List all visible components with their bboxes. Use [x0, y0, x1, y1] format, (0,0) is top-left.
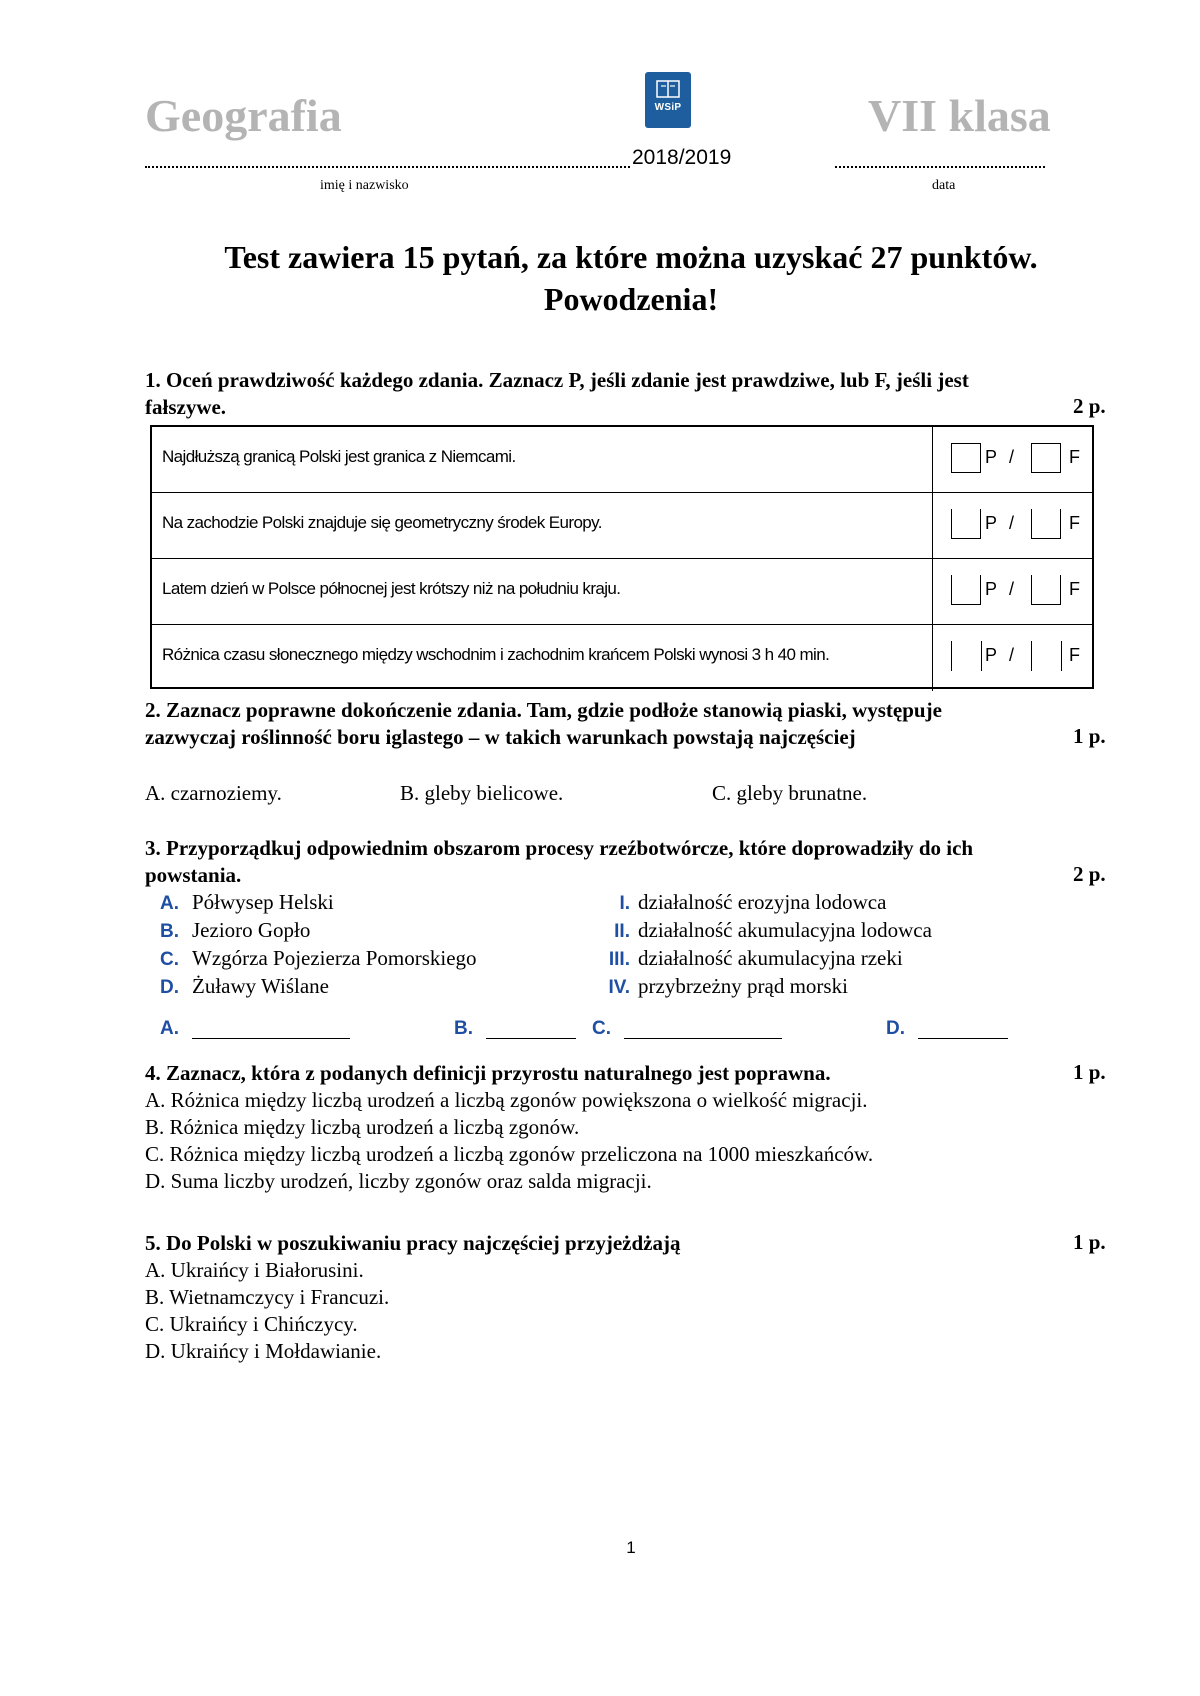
area-text: Jezioro Gopło	[192, 918, 311, 942]
page-number: 1	[626, 1538, 636, 1557]
q3-answer-row	[160, 1018, 1060, 1044]
p-label: P	[985, 579, 998, 599]
area-letter: C.	[160, 949, 179, 970]
p-label: P	[985, 645, 998, 665]
grade-title: VII klasa	[868, 90, 1051, 141]
list-item	[160, 945, 590, 973]
wsip-logo	[645, 72, 691, 128]
statement-text: Na zachodzie Polski znajduje się geometryczny środek Europy.	[162, 513, 602, 532]
q4-option-b[interactable]: B. Różnica między liczbą urodzeń a liczbą zgonów.	[145, 1115, 580, 1139]
p-label: P	[985, 513, 998, 533]
list-item	[590, 889, 1090, 917]
date-field[interactable]	[835, 148, 1045, 168]
process-text: działalność akumulacyjna lodowca	[638, 918, 932, 942]
answer-label-b: B.	[454, 1018, 473, 1039]
checkbox-edge	[1061, 641, 1063, 671]
q4-option-a[interactable]: A. Różnica między liczbą urodzeń a liczbą zgonów powiększona o wielkość migracji.	[145, 1088, 868, 1112]
slash: /	[1009, 447, 1015, 467]
q5-options	[145, 1257, 1105, 1365]
q2-option-b[interactable]: B. gleby bielicowe.	[400, 781, 564, 805]
answer-label-d: D.	[886, 1018, 905, 1039]
q4-points: 1 p.	[1073, 1060, 1106, 1084]
true-checkbox[interactable]	[951, 443, 981, 473]
logo-text: WSiP	[654, 102, 682, 113]
true-checkbox[interactable]	[951, 509, 981, 539]
q2-option-a[interactable]: A. czarnoziemy.	[145, 781, 282, 805]
q3-prompt	[145, 835, 1105, 889]
f-label: F	[1069, 645, 1080, 665]
areas-list	[160, 889, 590, 1001]
statement-text: Różnica czasu słonecznego między wschodnim i zachodnim krańcem Polski wynosi 3 h 40 min.	[162, 645, 830, 664]
slash: /	[1009, 645, 1015, 665]
q5-option-d[interactable]: D. Ukraińcy i Mołdawianie.	[145, 1339, 382, 1363]
p-label: P	[985, 447, 998, 467]
q5-points: 1 p.	[1073, 1230, 1106, 1254]
answer-blank-d[interactable]	[918, 1020, 1008, 1039]
q2-prompt	[145, 697, 1105, 751]
f-label: F	[1069, 447, 1080, 467]
area-text: Wzgórza Pojezierza Pomorskiego	[192, 946, 477, 970]
statement-text: Najdłuższą granicą Polski jest granica z Niemcami.	[162, 447, 516, 466]
area-letter: A.	[160, 893, 179, 914]
table-row	[152, 559, 1092, 625]
list-item	[160, 889, 590, 917]
area-letter: D.	[160, 977, 179, 998]
list-item	[160, 973, 590, 1001]
slash: /	[1009, 579, 1015, 599]
q1-prompt-line1: 1. Oceń prawdziwość każdego zdania. Zaznacz P, jeśli zdanie jest prawdziwe, lub F, jeśli jest	[145, 368, 969, 392]
answer-blank-a[interactable]	[192, 1020, 350, 1039]
list-item	[590, 917, 1090, 945]
list-item	[590, 945, 1090, 973]
q2-prompt-line1: 2. Zaznacz poprawne dokończenie zdania. Tam, gdzie podłoże stanowią piaski, występuje	[145, 698, 942, 722]
true-checkbox[interactable]	[951, 575, 981, 605]
statement-text: Latem dzień w Polsce północnej jest krótszy niż na południu kraju.	[162, 579, 621, 598]
q3-prompt-line2: powstania.	[145, 863, 242, 887]
tf-cell	[932, 493, 1092, 558]
process-numeral: II.	[614, 921, 630, 942]
process-numeral: III.	[608, 949, 630, 970]
process-text: działalność erozyjna lodowca	[638, 890, 887, 914]
slash: /	[1009, 513, 1015, 533]
false-checkbox[interactable]	[1031, 641, 1033, 671]
q1-points: 2 p.	[1073, 394, 1106, 418]
q1-prompt	[145, 367, 1105, 421]
test-title	[0, 236, 1200, 320]
false-checkbox[interactable]	[1031, 509, 1061, 539]
school-year: 2018/2019	[632, 146, 732, 169]
area-letter: B.	[160, 921, 179, 942]
area-text: Żuławy Wiślane	[192, 974, 329, 998]
name-caption: imię i nazwisko	[320, 178, 409, 193]
process-text: przybrzeżny prąd morski	[638, 974, 848, 998]
true-checkbox[interactable]	[951, 641, 953, 671]
list-item	[160, 917, 590, 945]
q5-prompt: 5. Do Polski w poszukiwaniu pracy najczęściej przyjeżdżają	[145, 1231, 681, 1255]
q3-points: 2 p.	[1073, 862, 1106, 886]
name-field[interactable]	[145, 148, 630, 168]
tf-cell	[932, 625, 1092, 691]
q5-option-b[interactable]: B. Wietnamczycy i Francuzi.	[145, 1285, 390, 1309]
f-label: F	[1069, 579, 1080, 599]
q2-prompt-line2: zazwyczaj roślinność boru iglastego – w takich warunkach powstają najczęściej	[145, 725, 856, 749]
q5-option-a[interactable]: A. Ukraińcy i Białorusini.	[145, 1258, 364, 1282]
processes-list	[590, 889, 1090, 1001]
f-label: F	[1069, 513, 1080, 533]
q4-option-d[interactable]: D. Suma liczby urodzeń, liczby zgonów oraz salda migracji.	[145, 1169, 652, 1193]
false-checkbox[interactable]	[1031, 443, 1061, 473]
answer-label-a: A.	[160, 1018, 179, 1039]
tf-cell	[932, 559, 1092, 624]
process-numeral: IV.	[608, 977, 630, 998]
answer-blank-b[interactable]	[486, 1020, 576, 1039]
title-line-2: Powodzenia!	[543, 281, 719, 317]
table-row	[152, 625, 1092, 691]
process-text: działalność akumulacyjna rzeki	[638, 946, 903, 970]
q2-points: 1 p.	[1073, 724, 1106, 748]
area-text: Półwysep Helski	[192, 890, 334, 914]
table-row	[152, 493, 1092, 559]
tf-cell	[932, 427, 1092, 492]
list-item	[590, 973, 1090, 1001]
answer-label-c: C.	[592, 1018, 611, 1039]
title-line-1: Test zawiera 15 pytań, za które można uzyskać 27 punktów.	[224, 239, 1038, 275]
q5-option-c[interactable]: C. Ukraińcy i Chińczycy.	[145, 1312, 358, 1336]
table-row	[152, 427, 1092, 493]
q4-options	[145, 1087, 1105, 1195]
q4-prompt: 4. Zaznacz, która z podanych definicji przyrostu naturalnego jest poprawna.	[145, 1061, 831, 1085]
q1-prompt-line2: fałszywe.	[145, 395, 227, 419]
false-checkbox[interactable]	[1031, 575, 1061, 605]
q2-option-c[interactable]: C. gleby brunatne.	[712, 781, 868, 805]
answer-blank-c[interactable]	[624, 1020, 782, 1039]
checkbox-edge	[981, 641, 983, 671]
book-icon	[655, 78, 681, 100]
q4-option-c[interactable]: C. Różnica między liczbą urodzeń a liczbą zgonów przeliczona na 1000 mieszkańców.	[145, 1142, 874, 1166]
subject-title: Geografia	[145, 90, 342, 141]
q3-prompt-line1: 3. Przyporządkuj odpowiednim obszarom procesy rzeźbotwórcze, które doprowadziły do ich	[145, 836, 974, 860]
true-false-table	[150, 425, 1094, 689]
process-numeral: I.	[619, 893, 630, 914]
date-caption: data	[932, 178, 956, 193]
